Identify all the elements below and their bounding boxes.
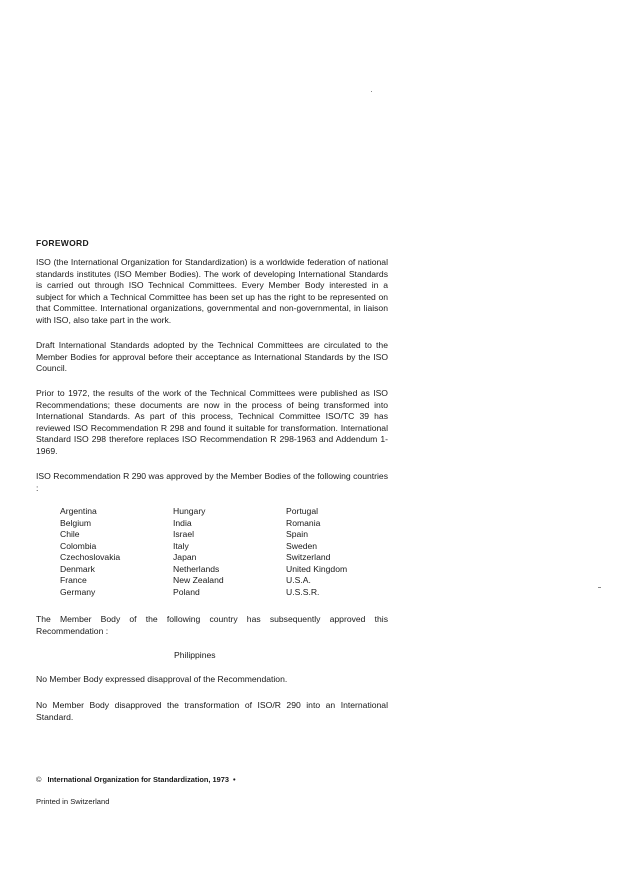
copyright-text: International Organization for Standardization, 1973 (47, 775, 229, 784)
country-column (60, 506, 173, 598)
country-list (60, 506, 400, 598)
country-name: Belgium (60, 517, 92, 528)
country-name: Germany (60, 586, 96, 597)
country-column (286, 506, 400, 598)
country-name: Hungary (173, 506, 206, 516)
country-name: Portugal (286, 506, 319, 516)
country-name: India (173, 517, 192, 528)
paragraph-disapproval: No Member Body expressed disapproval of the Recommendation. (36, 674, 288, 684)
copyright-symbol: © (36, 775, 42, 784)
country-name: Czechoslovakia (60, 552, 121, 562)
paragraph-draft-standards: Draft International Standards adopted by the Technical Committees are circulated to the Member Bodies for approval before their acceptance as International Standards by the ISO Council. (36, 340, 388, 374)
country-name: Israel (173, 529, 195, 539)
country-name: Colombia (60, 540, 97, 551)
country-name: Poland (173, 586, 200, 597)
country-name: U.S.S.R. (286, 586, 320, 597)
country-name: Spain (286, 529, 308, 539)
copyright-line (36, 775, 236, 784)
country-name: New Zealand (173, 575, 224, 585)
subsequent-country: Philippines (174, 650, 216, 660)
foreword-heading: FOREWORD (36, 238, 89, 248)
paragraph-subsequent-approval: The Member Body of the following country has subsequently approved this Recommendation : (36, 614, 388, 636)
country-name: Netherlands (173, 563, 220, 574)
paragraph-transformation-history: Prior to 1972, the results of the work of the Technical Committees were published as ISO Recommendations; these documents are now in the process of being transformed into International Standards. As part of this process, Technical Committee ISO/TC 39 has reviewed ISO Recommendation R 298 and found it suitable for transformation. International Standard ISO 298 therefore replaces ISO Recommendation R 298-1963 and Addendum 1-1969. (36, 388, 388, 456)
scan-speck (598, 587, 601, 588)
paragraph-approval-intro: ISO Recommendation R 290 was approved by the Member Bodies of the following countries : (36, 471, 388, 493)
country-name: Italy (173, 540, 189, 551)
country-column (173, 506, 286, 598)
country-name: France (60, 575, 87, 585)
paragraph-iso-intro: ISO (the International Organization for Standardization) is a worldwide federation of national standards institutes (ISO Member Bodies). The work of developing International Standards is carried out through ISO Technical Committees. Every Member Body interested in a subject for which a Technical Committee has been set up has the right to be represented on that Committee. International organizations, governmental and non-governmental, in liaison with ISO, also take part in the work. (36, 257, 388, 325)
scan-speck (371, 91, 372, 92)
bullet-mark: • (232, 775, 236, 784)
country-name: United Kingdom (286, 563, 348, 574)
country-name: Switzerland (286, 552, 331, 562)
country-name: U.S.A. (286, 575, 311, 585)
country-name: Chile (60, 529, 80, 539)
country-name: Romania (286, 517, 321, 528)
paragraph-transformation-disapproval: No Member Body disapproved the transformation of ISO/R 290 into an International Standard. (36, 700, 388, 722)
country-name: Argentina (60, 506, 97, 516)
country-name: Denmark (60, 563, 95, 574)
country-name: Sweden (286, 540, 318, 551)
printed-in: Printed in Switzerland (36, 797, 110, 806)
country-name: Japan (173, 552, 197, 562)
